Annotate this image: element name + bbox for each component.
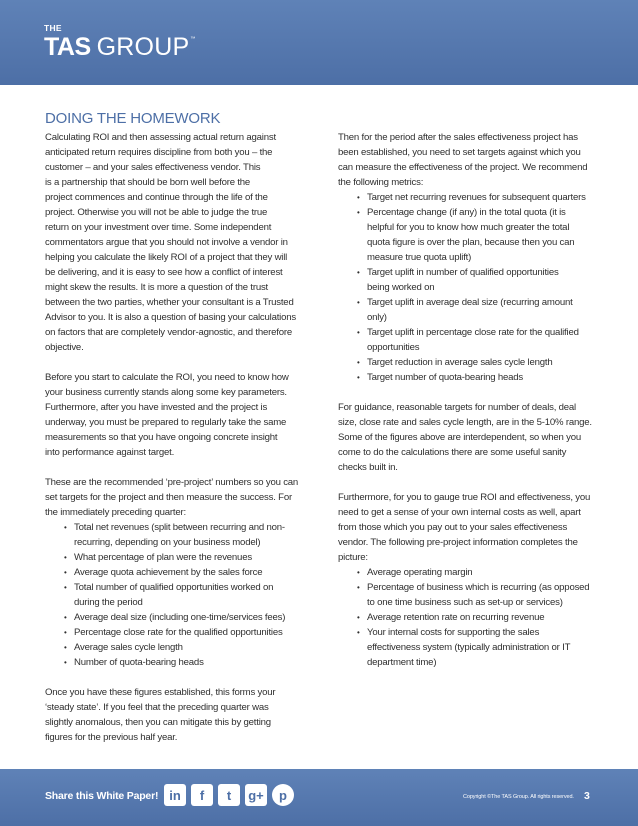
copyright-text: Copyright ©The TAS Group. All rights reserved.: [463, 794, 574, 800]
bullet-list: [338, 565, 594, 670]
paragraph: [338, 400, 594, 475]
list-item-text: • Average deal size (including one-time/services fees): [74, 612, 286, 623]
list-item-text: • Total number of qualified opportunities worked on: [74, 582, 274, 593]
text-line: return on your investment over time. Some independent: [45, 222, 272, 233]
text-line: is a partnership that should be born well before the: [45, 177, 251, 188]
text-line: underway, you must be prepared to regularly take the same: [45, 417, 287, 428]
list-item: [338, 295, 594, 325]
list-item-text: helpful for you to know how much greater the total: [367, 222, 570, 233]
text-line: customer – and your sales effectiveness vendor. This: [45, 162, 261, 173]
list-item-text: • Percentage of business which is recurring (as opposed: [367, 582, 590, 593]
list-item-text: • Target number of quota-bearing heads: [367, 372, 524, 383]
list-item-text: effectiveness system (typically administration or IT: [367, 642, 571, 653]
text-line: the following metrics:: [338, 177, 424, 188]
text-line: Advisor to you. It is also a question of basing your calculations: [45, 312, 296, 323]
list-item: [338, 625, 594, 670]
text-line: need to get a sense of your own internal costs as well, apart: [338, 507, 581, 518]
googleplus-icon[interactable]: g+: [245, 784, 267, 806]
pinterest-icon[interactable]: p: [272, 784, 294, 806]
list-item-text: department time): [367, 657, 437, 668]
paragraph: [45, 370, 307, 460]
text-line: For guidance, reasonable targets for number of deals, deal: [338, 402, 576, 413]
list-item: [338, 265, 594, 295]
text-line: measurements so that you have ongoing concrete insight: [45, 432, 278, 443]
logo-group: GROUP: [96, 33, 190, 61]
list-item: [338, 205, 594, 265]
text-line: ‘steady state’. If you feel that the preceding quarter was: [45, 702, 269, 713]
text-line: Before you start to calculate the ROI, you need to know how: [45, 372, 289, 383]
list-item: [45, 610, 307, 625]
bullet-list: [45, 520, 307, 670]
list-item-text: • Number of quota-bearing heads: [74, 657, 204, 668]
text-line: your business currently stands along some key parameters.: [45, 387, 287, 398]
list-item: [45, 655, 307, 670]
list-item: [45, 640, 307, 655]
text-line: checks built in.: [338, 462, 398, 473]
list-item: [338, 370, 594, 385]
text-line: be delivering, and it is easy to see how a conflict of interest: [45, 267, 283, 278]
list-item-text: • Target uplift in percentage close rate for the qualified: [367, 327, 579, 338]
list-item-text: • Target uplift in average deal size (recurring amount: [367, 297, 573, 308]
text-line: come to do the calculations there are some useful sanity: [338, 447, 567, 458]
paragraph: [338, 490, 594, 565]
list-item-text: quota figure is over the plan, because then you can: [367, 237, 575, 248]
list-item: [45, 520, 307, 550]
facebook-icon[interactable]: f: [191, 784, 213, 806]
logo-the: THE: [44, 23, 62, 33]
linkedin-icon[interactable]: in: [164, 784, 186, 806]
list-item-text: • Total net revenues (split between recurring and non-: [74, 522, 285, 533]
text-line: Once you have these figures established, this forms your: [45, 687, 276, 698]
list-item: [45, 550, 307, 565]
list-item-text: • Target reduction in average sales cycle length: [367, 357, 553, 368]
header-banner: [0, 0, 638, 85]
list-item: [45, 565, 307, 580]
list-item-text: • Average retention rate on recurring revenue: [367, 612, 545, 623]
list-item: [338, 580, 594, 610]
paragraph: [338, 130, 594, 190]
left-column: [45, 130, 307, 760]
page-number: 3: [584, 790, 590, 802]
paragraph: [45, 475, 307, 520]
tas-group-logo: [44, 24, 195, 60]
paragraph: [45, 130, 307, 355]
list-item: [338, 355, 594, 370]
list-item-text: • Average quota achievement by the sales force: [74, 567, 263, 578]
text-line: Furthermore, after you have invested and the project is: [45, 402, 268, 413]
text-line: project commences and continue through the life of the: [45, 192, 268, 203]
bullet-list: [338, 190, 594, 385]
text-line: Furthermore, for you to gauge true ROI and effectiveness, you: [338, 492, 591, 503]
list-item-text: during the period: [74, 597, 143, 608]
text-line: can measure the effectiveness of the project. We recommend: [338, 162, 588, 173]
section-heading: DOING THE HOMEWORK: [45, 110, 221, 127]
text-line: size, close rate and sales cycle length, are in the 5-10% range.: [338, 417, 592, 428]
text-line: on factors that are completely vendor-agnostic, and therefore: [45, 327, 292, 338]
right-column: [338, 130, 594, 685]
text-line: Some of the figures above are interdependent, so when you: [338, 432, 582, 443]
share-label: Share this White Paper!: [45, 790, 159, 802]
paragraph: [45, 685, 307, 745]
list-item-text: only): [367, 312, 387, 323]
text-line: commentators argue that you should not involve a vendor in: [45, 237, 288, 248]
text-line: between the two parties, whether your consultant is a Trusted: [45, 297, 294, 308]
list-item-text: • Your internal costs for supporting the sales: [367, 627, 540, 638]
text-line: from those which you pay out to your sales effectiveness: [338, 522, 568, 533]
list-item-text: recurring, depending on your business model): [74, 537, 261, 548]
social-icons: [164, 784, 294, 806]
text-line: anticipated return requires discipline from both you – the: [45, 147, 273, 158]
text-line: into performance against target.: [45, 447, 175, 458]
text-line: helping you calculate the likely ROI of a project that they will: [45, 252, 288, 263]
text-line: been established, you need to set targets against which you: [338, 147, 581, 158]
text-line: might skew the results. It is more a question of the trust: [45, 282, 269, 293]
text-line: Calculating ROI and then assessing actual return against: [45, 132, 276, 143]
list-item-text: • Percentage change (if any) in the total quota (it is: [367, 207, 566, 218]
list-item-text: • What percentage of plan were the revenues: [74, 552, 252, 563]
text-line: vendor. The following pre-project information completes the: [338, 537, 578, 548]
list-item: [338, 325, 594, 355]
list-item-text: being worked on: [367, 282, 435, 293]
logo-trademark: ™: [190, 36, 196, 42]
text-line: slightly anomalous, then you can mitigate this by getting: [45, 717, 271, 728]
text-line: set targets for the project and then measure the success. For: [45, 492, 292, 503]
text-line: These are the recommended ‘pre-project’ numbers so you can: [45, 477, 299, 488]
text-line: the immediately preceding quarter:: [45, 507, 186, 518]
list-item-text: • Percentage close rate for the qualified opportunities: [74, 627, 283, 638]
list-item-text: • Average sales cycle length: [74, 642, 183, 653]
text-line: objective.: [45, 342, 84, 353]
text-line: picture:: [338, 552, 368, 563]
list-item: [45, 625, 307, 640]
list-item-text: measure true quota uplift): [367, 252, 472, 263]
list-item: [338, 190, 594, 205]
list-item-text: to one time business such as set-up or services): [367, 597, 563, 608]
logo-tas: TAS: [44, 33, 91, 61]
list-item: [45, 580, 307, 610]
text-line: figures for the previous half year.: [45, 732, 178, 743]
twitter-icon[interactable]: t: [218, 784, 240, 806]
list-item-text: • Target uplift in number of qualified opportunities: [367, 267, 559, 278]
text-line: project. Otherwise you will not be able to judge the true: [45, 207, 268, 218]
list-item-text: opportunities: [367, 342, 420, 353]
text-line: Then for the period after the sales effectiveness project has: [338, 132, 578, 143]
list-item: [338, 565, 594, 580]
list-item-text: • Average operating margin: [367, 567, 473, 578]
list-item-text: • Target net recurring revenues for subsequent quarters: [367, 192, 586, 203]
list-item: [338, 610, 594, 625]
